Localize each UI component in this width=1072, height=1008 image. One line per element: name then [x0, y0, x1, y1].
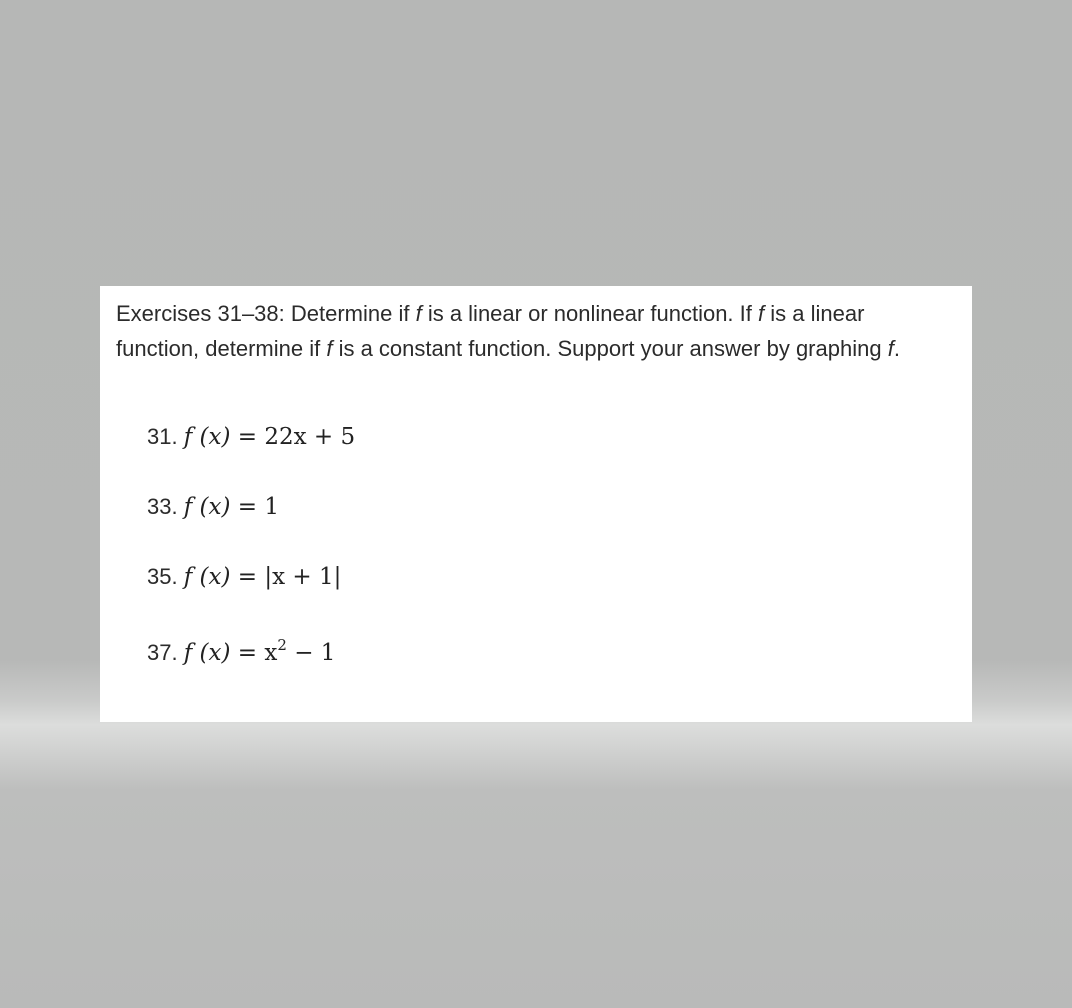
exercise-35	[147, 564, 341, 590]
equation	[184, 494, 279, 520]
instructions-part: is a linear function, determine if	[116, 301, 865, 361]
equation-exponent: 2	[277, 636, 287, 654]
equation	[183, 636, 336, 666]
equation-lhs: f (x)	[183, 640, 231, 666]
instructions-text	[116, 296, 946, 366]
function-symbol: f	[758, 301, 765, 326]
function-symbol: f	[326, 336, 333, 361]
equation-rhs: = 22x + 5	[237, 424, 356, 450]
exercise-number: 37.	[147, 640, 178, 665]
exercise-31	[147, 424, 355, 450]
exercise-number: 33.	[147, 494, 178, 519]
equation-lhs: f (x)	[183, 424, 231, 450]
exercise-33	[147, 494, 279, 520]
equation	[184, 564, 342, 590]
exercise-number: 35.	[147, 564, 178, 589]
instructions-part: .	[893, 336, 900, 361]
equation-rhs-tail: − 1	[286, 640, 336, 666]
function-symbol: f	[887, 336, 894, 361]
exercise-card	[100, 286, 972, 722]
function-symbol: f	[415, 301, 422, 326]
equation-lhs: f (x)	[183, 494, 231, 520]
instructions-part: is a linear or nonlinear function. If	[421, 301, 758, 326]
exercise-37	[147, 636, 335, 666]
instructions-part: is a constant function. Support your answer by graphing	[332, 336, 888, 361]
equation-rhs: = x	[237, 640, 278, 666]
equation-rhs: = 1	[237, 494, 279, 520]
equation-rhs: = |x + 1|	[237, 564, 342, 590]
equation-lhs: f (x)	[183, 564, 231, 590]
exercise-number: 31.	[147, 424, 178, 449]
equation	[184, 424, 355, 450]
instructions-part: Exercises 31–38: Determine if	[116, 301, 416, 326]
